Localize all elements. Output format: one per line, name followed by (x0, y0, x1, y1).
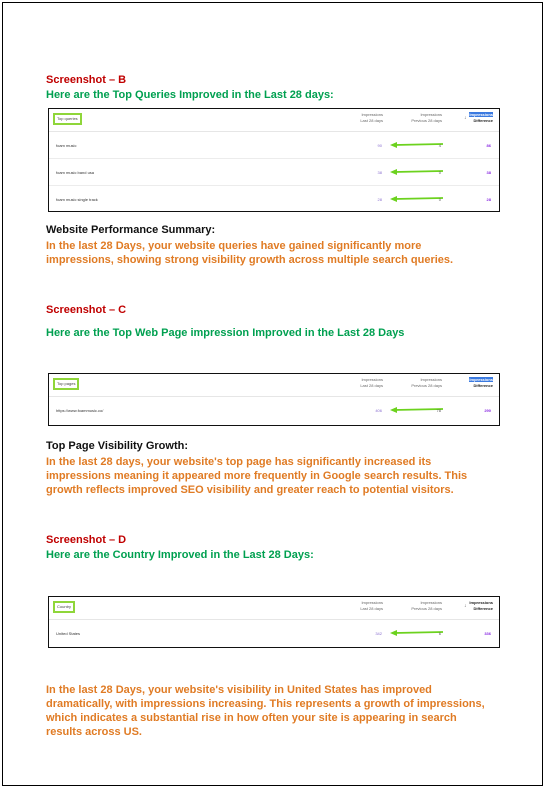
screenshot-c-heading: Here are the Top Web Page impression Improved in the Last 28 Days (46, 327, 405, 339)
col-last: Impressions Last 28 days (360, 112, 383, 123)
col-prev: Impressions Previous 28 days (411, 600, 442, 611)
screenshot-d-heading: Here are the Country Improved in the Last 28 Days: (46, 549, 314, 561)
pages-table (48, 373, 500, 426)
row-last: 38 (377, 170, 382, 175)
summary-b-title: Website Performance Summary: (46, 224, 216, 236)
screenshot-b-label: Screenshot – B (46, 74, 127, 86)
col-diff: Impressions Difference (469, 112, 493, 123)
row-name: United States (56, 631, 81, 636)
row-name: foam music single track (56, 197, 98, 202)
row-diff: 290 (484, 408, 491, 413)
row-last: 342 (375, 631, 382, 636)
row-prev: 0 (438, 197, 441, 202)
screenshot-c-label: Screenshot – C (46, 304, 127, 316)
table-header (49, 109, 499, 132)
row-prev: 6 (438, 631, 441, 636)
col-last: Impressions Last 28 days (360, 377, 383, 388)
row-diff: 336 (484, 631, 491, 636)
table-row (49, 132, 499, 159)
summary-d-body: In the last 28 Days, your website's visibility in United States has improved dramatically, with impressions increasing. This represents a growth of impressions, which indicates a substantial rise in how often your site is appearing in search results across US. (46, 684, 485, 738)
summary-b-body: In the last 28 Days, your website queries have gained significantly more impressions, showing strong visibility growth across multiple search queries. (46, 240, 454, 266)
table-row (49, 397, 499, 423)
table-header (49, 597, 499, 620)
country-table (48, 596, 500, 648)
table-badge: Top queries (53, 113, 82, 125)
table-header (49, 374, 499, 397)
table-row (49, 159, 499, 186)
screenshot-b-heading: Here are the Top Queries Improved in the Last 28 days: (46, 89, 334, 101)
sort-arrow-icon: ↓ (464, 115, 467, 121)
queries-table (48, 108, 500, 212)
table-badge: Country (53, 601, 75, 613)
col-diff: Impressions Difference (469, 377, 493, 388)
summary-c-title: Top Page Visibility Growth: (46, 440, 188, 452)
col-diff: Impressions Difference (469, 600, 493, 611)
table-badge: Top pages (53, 378, 79, 390)
col-prev: Impressions Previous 28 days (411, 112, 442, 123)
summary-c-body: In the last 28 days, your website's top page has significantly increased its impressions meaning it appeared more frequently in Google search results. This growth reflects improved SEO visibility and greater reach to potential visitors. (46, 456, 468, 496)
row-diff: 28 (486, 197, 491, 202)
table-row (49, 620, 499, 646)
screenshot-d-label: Screenshot – D (46, 534, 127, 546)
row-prev: 4 (438, 143, 441, 148)
row-prev: 78 (436, 408, 441, 413)
row-diff: 38 (486, 170, 491, 175)
row-prev: 0 (438, 170, 441, 175)
row-diff: 86 (486, 143, 491, 148)
row-last: 28 (377, 197, 382, 202)
table-row (49, 186, 499, 212)
row-last: 90 (377, 143, 382, 148)
row-name: foam music (56, 143, 77, 148)
sort-arrow-icon: ↓ (464, 603, 467, 609)
row-last: 406 (375, 408, 382, 413)
col-prev: Impressions Previous 28 days (411, 377, 442, 388)
col-last: Impressions Last 28 days (360, 600, 383, 611)
row-name: https://www.foammusic.co/ (56, 408, 104, 413)
row-name: foam music band usa (56, 170, 95, 175)
